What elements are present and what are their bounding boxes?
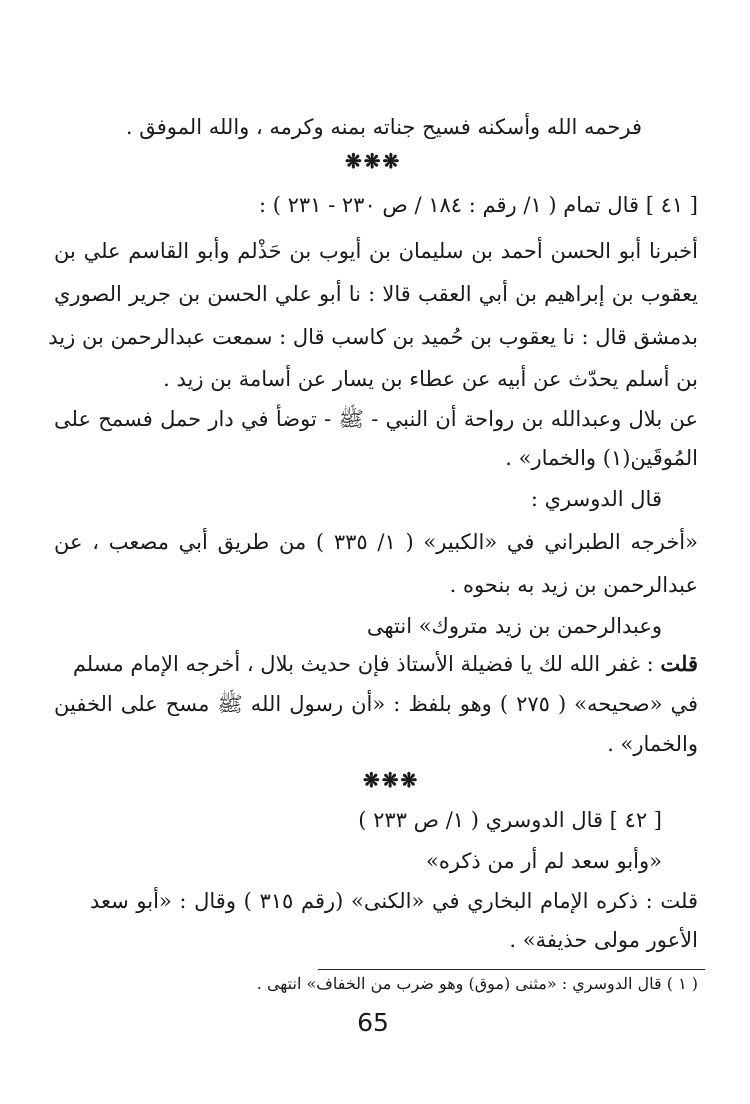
paragraph-line: قلت : ذكره الإمام البخاري في «الكنى» (رقم ٣١٥ ) وقال : «أبو سعد	[90, 889, 698, 913]
quote-line: «أخرجه الطبراني في «الكبير» ( ١/ ٣٣٥ ) من طريق أبي مصعب ، عن	[54, 530, 698, 554]
paragraph-line: المُوقَين(١) والخمار» .	[505, 446, 698, 470]
qultu-label: قلت	[660, 651, 698, 676]
paragraph-line: الأعور مولى حذيفة» .	[509, 928, 698, 952]
paragraph-line: يعقوب بن إبراهيم بن أبي العقب قالا : نا أبو علي الحسن بن جرير الصوري	[54, 282, 698, 306]
quote-line: عبدالرحمن بن زيد به بنحوه .	[449, 573, 698, 597]
paragraph-line-text: : غفر الله لك يا فضيلة الأستاذ فإن حديث بلال ، أخرجه الإمام مسلم	[72, 652, 661, 676]
quote-line: وعبدالرحمن بن زيد متروك» انتهى	[366, 614, 662, 638]
paragraph-line: عن بلال وعبدالله بن رواحة أن النبي - ﷺ - توضأ في دار حمل فسمح على	[54, 407, 698, 431]
section-separator: ❋❋❋	[363, 768, 420, 792]
paragraph-line: فرحمه الله وأسكنه فسيح جناته بمنه وكرمه ، والله الموفق .	[125, 115, 642, 139]
paragraph-line	[72, 649, 698, 679]
section-heading: [ ٤١ ] قال تمام ( ١/ رقم : ١٨٤ / ص ٢٣٠ - ٢٣١ ) :	[258, 193, 698, 217]
paragraph-line: في «صحيحه» ( ٢٧٥ ) وهو بلفظ : «أن رسول الله ﷺ مسح على الخفين	[54, 692, 698, 716]
footnote-rule	[318, 969, 705, 970]
quote-line: «وأبو سعد لم أر من ذكره»	[425, 849, 662, 873]
paragraph-line: والخمار» .	[607, 732, 698, 756]
section-heading: [ ٤٢ ] قال الدوسري ( ١/ ص ٢٣٣ )	[358, 808, 662, 832]
paragraph-line: بن أسلم يحدّث عن أبيه عن عطاء بن يسار عن أسامة بن زيد .	[163, 367, 698, 391]
paragraph-line: بدمشق قال : نا يعقوب بن حُميد بن كاسب قال : سمعت عبدالرحمن بن زيد	[48, 325, 698, 349]
footnote: ( ١ ) قال الدوسري : «مثنى (موق) وهو ضرب من الخفاف» انتهى .	[256, 974, 698, 993]
page-number: 65	[357, 1008, 389, 1037]
paragraph-line: قال الدوسري :	[530, 487, 662, 511]
paragraph-line: أخبرنا أبو الحسن أحمد بن سليمان بن أيوب بن حَذْلم وأبو القاسم علي بن	[54, 239, 698, 263]
section-separator: ❋❋❋	[345, 149, 402, 173]
